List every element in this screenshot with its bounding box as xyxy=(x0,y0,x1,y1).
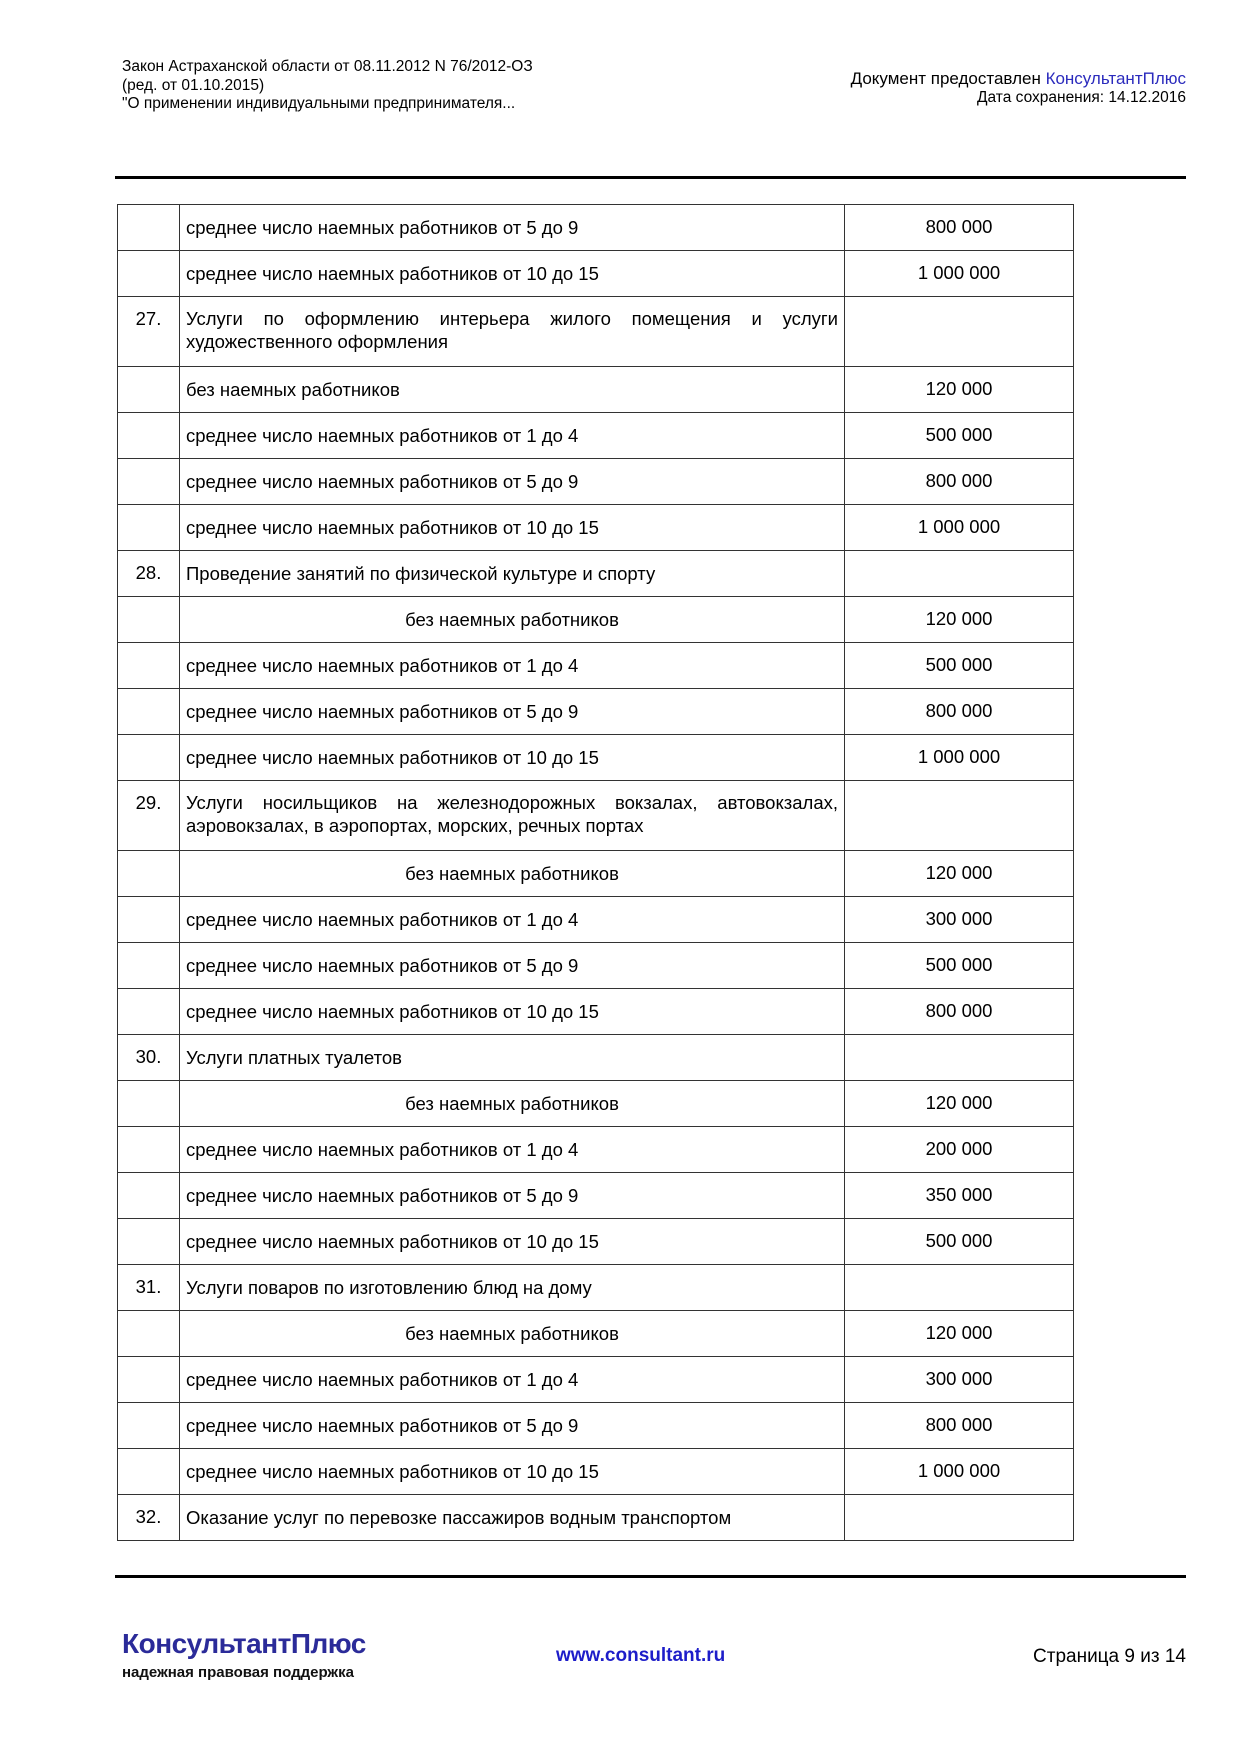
description-cell: Услуги платных туалетов xyxy=(180,1035,845,1081)
item-number-cell xyxy=(118,897,180,943)
table-row xyxy=(118,1173,1074,1219)
consultant-logo: КонсультантПлюс xyxy=(122,1628,366,1659)
document-header-right xyxy=(851,69,1186,107)
item-number-cell xyxy=(118,689,180,735)
income-value-cell: 500 000 xyxy=(845,1219,1074,1265)
table-row xyxy=(118,459,1074,505)
income-value-cell: 300 000 xyxy=(845,1357,1074,1403)
item-number-cell xyxy=(118,597,180,643)
table-row xyxy=(118,735,1074,781)
income-value-cell: 500 000 xyxy=(845,643,1074,689)
save-date: Дата сохранения: 14.12.2016 xyxy=(977,89,1186,106)
income-value-cell: 1 000 000 xyxy=(845,251,1074,297)
description-cell: среднее число наемных работников от 1 до 4 xyxy=(180,413,845,459)
income-value-cell: 120 000 xyxy=(845,597,1074,643)
description-cell: среднее число наемных работников от 5 до 9 xyxy=(180,689,845,735)
table-row xyxy=(118,943,1074,989)
income-value-cell xyxy=(845,297,1074,367)
description-cell: среднее число наемных работников от 10 до 15 xyxy=(180,1219,845,1265)
description-cell: среднее число наемных работников от 10 до 15 xyxy=(180,1449,845,1495)
income-value-cell xyxy=(845,1495,1074,1541)
description-cell: Услуги носильщиков на железнодорожных вокзалах, автовокзалах, аэровокзалах, в аэропортах, морских, речных портах xyxy=(180,781,845,851)
item-number-cell xyxy=(118,1311,180,1357)
footer-divider xyxy=(115,1575,1186,1578)
provider-brand-link[interactable]: КонсультантПлюс xyxy=(1045,69,1186,88)
income-value-cell: 300 000 xyxy=(845,897,1074,943)
provided-by xyxy=(851,69,1186,89)
income-value-cell: 1 000 000 xyxy=(845,1449,1074,1495)
logo-tagline: надежная правовая поддержка xyxy=(122,1664,354,1681)
item-number-cell xyxy=(118,1173,180,1219)
item-number-cell xyxy=(118,643,180,689)
page-number: Страница 9 из 14 xyxy=(1033,1646,1186,1667)
item-number-cell xyxy=(118,1357,180,1403)
table-row xyxy=(118,1219,1074,1265)
tax-rate-table xyxy=(117,204,1074,1541)
description-cell: без наемных работников xyxy=(180,367,845,413)
income-value-cell: 800 000 xyxy=(845,205,1074,251)
item-number-cell: 32. xyxy=(118,1495,180,1541)
item-number-cell xyxy=(118,1127,180,1173)
income-value-cell xyxy=(845,1265,1074,1311)
table-row xyxy=(118,597,1074,643)
item-number-cell: 29. xyxy=(118,781,180,851)
table-row xyxy=(118,643,1074,689)
item-number-cell xyxy=(118,251,180,297)
item-number-cell xyxy=(118,1403,180,1449)
description-cell: среднее число наемных работников от 1 до 4 xyxy=(180,643,845,689)
description-cell: без наемных работников xyxy=(180,597,845,643)
item-number-cell xyxy=(118,505,180,551)
table-row xyxy=(118,1127,1074,1173)
item-number-cell xyxy=(118,735,180,781)
income-value-cell: 500 000 xyxy=(845,943,1074,989)
item-number-cell xyxy=(118,459,180,505)
description-cell: среднее число наемных работников от 1 до 4 xyxy=(180,1127,845,1173)
description-cell: среднее число наемных работников от 10 до 15 xyxy=(180,989,845,1035)
income-value-cell: 200 000 xyxy=(845,1127,1074,1173)
item-number-cell: 31. xyxy=(118,1265,180,1311)
provided-by-prefix: Документ предоставлен xyxy=(850,69,1046,88)
table-row xyxy=(118,897,1074,943)
description-cell: среднее число наемных работников от 5 до 9 xyxy=(180,943,845,989)
table-row xyxy=(118,1311,1074,1357)
item-number-cell xyxy=(118,989,180,1035)
income-value-cell: 1 000 000 xyxy=(845,735,1074,781)
table-row xyxy=(118,367,1074,413)
description-cell: среднее число наемных работников от 1 до 4 xyxy=(180,1357,845,1403)
table-row xyxy=(118,205,1074,251)
income-value-cell: 120 000 xyxy=(845,1081,1074,1127)
document-header-left xyxy=(122,58,533,114)
table-row xyxy=(118,1449,1074,1495)
table-row xyxy=(118,551,1074,597)
income-value-cell: 350 000 xyxy=(845,1173,1074,1219)
income-value-cell: 500 000 xyxy=(845,413,1074,459)
table-row xyxy=(118,505,1074,551)
item-number-cell: 27. xyxy=(118,297,180,367)
description-cell: среднее число наемных работников от 5 до 9 xyxy=(180,1403,845,1449)
header-divider xyxy=(115,176,1186,179)
description-cell: Услуги поваров по изготовлению блюд на дому xyxy=(180,1265,845,1311)
item-number-cell xyxy=(118,367,180,413)
law-subject-line: "О применении индивидуальными предпринимателя... xyxy=(122,95,516,112)
table-row xyxy=(118,1035,1074,1081)
table-row xyxy=(118,1081,1074,1127)
income-value-cell: 800 000 xyxy=(845,989,1074,1035)
income-value-cell xyxy=(845,1035,1074,1081)
description-cell: Проведение занятий по физической культуре и спорту xyxy=(180,551,845,597)
item-number-cell: 30. xyxy=(118,1035,180,1081)
item-number-cell xyxy=(118,1449,180,1495)
item-number-cell xyxy=(118,943,180,989)
table-row xyxy=(118,297,1074,367)
description-cell: среднее число наемных работников от 5 до 9 xyxy=(180,459,845,505)
income-value-cell xyxy=(845,781,1074,851)
table-row xyxy=(118,781,1074,851)
description-cell: среднее число наемных работников от 10 до 15 xyxy=(180,505,845,551)
income-value-cell: 120 000 xyxy=(845,1311,1074,1357)
income-value-cell: 800 000 xyxy=(845,459,1074,505)
table-row xyxy=(118,413,1074,459)
table-row xyxy=(118,251,1074,297)
table-row xyxy=(118,851,1074,897)
item-number-cell xyxy=(118,1219,180,1265)
website-link[interactable]: www.consultant.ru xyxy=(556,1645,726,1666)
income-value-cell xyxy=(845,551,1074,597)
table-row xyxy=(118,1265,1074,1311)
description-cell: без наемных работников xyxy=(180,1081,845,1127)
description-cell: среднее число наемных работников от 5 до 9 xyxy=(180,205,845,251)
table-row xyxy=(118,1403,1074,1449)
description-cell: среднее число наемных работников от 1 до 4 xyxy=(180,897,845,943)
law-title-line: Закон Астраханской области от 08.11.2012 N 76/2012-ОЗ xyxy=(122,58,533,75)
table-body xyxy=(118,205,1074,1541)
table-row xyxy=(118,1357,1074,1403)
item-number-cell xyxy=(118,1081,180,1127)
table-row xyxy=(118,1495,1074,1541)
income-value-cell: 800 000 xyxy=(845,689,1074,735)
table-row xyxy=(118,689,1074,735)
description-cell: среднее число наемных работников от 10 до 15 xyxy=(180,251,845,297)
description-cell: без наемных работников xyxy=(180,1311,845,1357)
description-cell: Услуги по оформлению интерьера жилого помещения и услуги художественного оформления xyxy=(180,297,845,367)
income-value-cell: 1 000 000 xyxy=(845,505,1074,551)
law-revision-line: (ред. от 01.10.2015) xyxy=(122,76,265,94)
income-value-cell: 800 000 xyxy=(845,1403,1074,1449)
income-value-cell: 120 000 xyxy=(845,851,1074,897)
income-value-cell: 120 000 xyxy=(845,367,1074,413)
description-cell: без наемных работников xyxy=(180,851,845,897)
description-cell: среднее число наемных работников от 5 до 9 xyxy=(180,1173,845,1219)
table-row xyxy=(118,989,1074,1035)
item-number-cell xyxy=(118,205,180,251)
item-number-cell xyxy=(118,851,180,897)
item-number-cell: 28. xyxy=(118,551,180,597)
description-cell: Оказание услуг по перевозке пассажиров водным транспортом xyxy=(180,1495,845,1541)
description-cell: среднее число наемных работников от 10 до 15 xyxy=(180,735,845,781)
item-number-cell xyxy=(118,413,180,459)
